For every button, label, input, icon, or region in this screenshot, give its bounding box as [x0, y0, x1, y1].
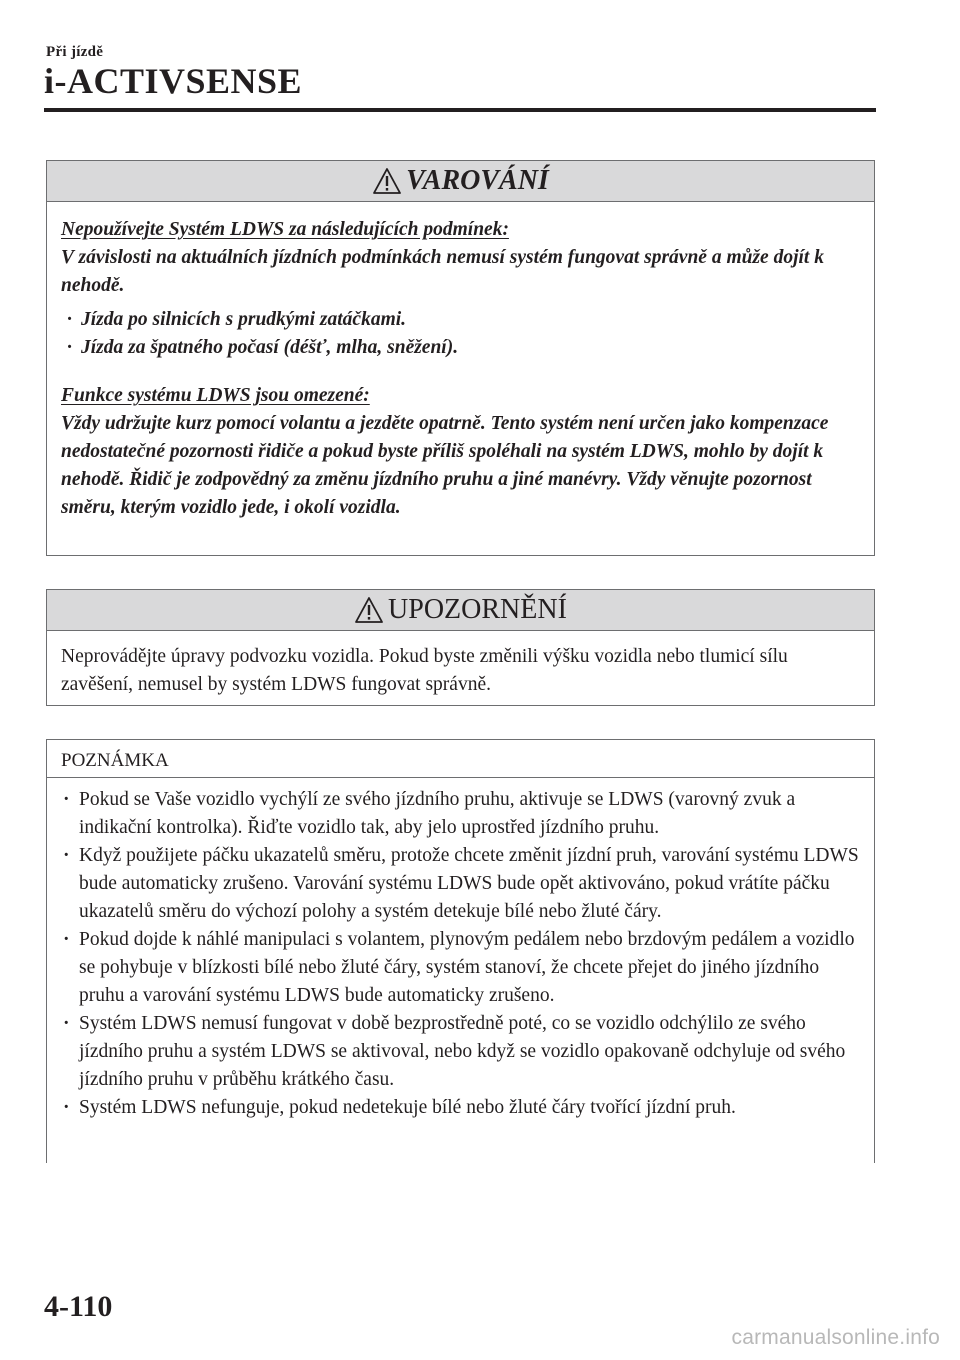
warning-box: [46, 160, 875, 556]
warning-header: [47, 161, 874, 202]
list-item: · Pokud dojde k náhlé manipulaci s volantem, plynovým pedálem nebo brzdovým pedálem a vozidlo se pohybuje v blízkosti bílé nebo žluté čáry, systém stanoví, že chcete přejet do jiného jízdního pruhu a varování systému LDWS bude automaticky zrušeno.: [61, 926, 862, 1010]
note-box: [46, 739, 875, 1163]
warning-condition-title: Nepoužívejte Systém LDWS za následujících podmínek:: [61, 219, 509, 240]
warning-triangle-icon: [354, 596, 384, 624]
list-item: · Když použijete páčku ukazatelů směru, protože chcete změnit jízdní pruh, varování systému LDWS bude automaticky zrušeno. Varování systému LDWS bude opět aktivováno, pokud vrátíte páčku ukazatelů směru do výchozí polohy a systém detekuje bílé nebo žluté čáry.: [61, 842, 862, 926]
list-item: · Pokud se Vaše vozidlo vychýlí ze svého jízdního pruhu, aktivuje se LDWS (varovný zvuk a indikační kontrolka). Řiďte vozidlo tak, aby jelo uprostřed jízdního pruhu.: [61, 786, 862, 842]
caution-heading: UPOZORNĚNÍ: [388, 594, 567, 625]
page-title: i-ACTIVSENSE: [44, 61, 303, 101]
watermark: carmanualsonline.info: [731, 1326, 940, 1349]
caution-box: [46, 589, 875, 706]
list-item: · Systém LDWS nemusí fungovat v době bezprostředně poté, co se vozidlo odchýlilo ze svého jízdního pruhu a systém LDWS se aktivoval, nebo když se vozidlo opakovaně odchyluje od svého jízdního pruhu v průběhu krátkého času.: [61, 1010, 862, 1094]
note-heading: POZNÁMKA: [47, 740, 874, 778]
warning-condition-text: V závislosti na aktuálních jízdních podmínkách nemusí systém fungovat správně a může dojít k nehodě.: [61, 247, 824, 296]
page-number: 4-110: [44, 1290, 113, 1323]
title-rule: [44, 108, 876, 112]
warning-triangle-icon: [372, 167, 402, 195]
warning-limits-text: Vždy udržujte kurz pomocí volantu a jezděte opatrně. Tento systém není určen jako kompenzace nedostatečné pozornosti řidiče a pokud byste příliš spoléhali na systém LDWS, mohlo by dojít k nehodě. Řidič je zodpovědný za změnu jízdního pruhu a jiné manévry. Vždy věnujte pozornost směru, kterým vozidlo jede, i okolí vozidla.: [61, 413, 829, 518]
warning-limits-title: Funkce systému LDWS jsou omezené:: [61, 385, 370, 406]
list-item: · Systém LDWS nefunguje, pokud nedetekuje bílé nebo žluté čáry tvořící jízdní pruh.: [61, 1094, 862, 1122]
list-item: · Jízda po silnicích s prudkými zatáčkami.: [61, 306, 862, 334]
caution-text: Neprovádějte úpravy podvozku vozidla. Pokud byste změnili výšku vozidla nebo tlumicí sílu zavěšení, nemusel by systém LDWS fungovat správně.: [61, 646, 788, 695]
warning-body: [47, 202, 874, 522]
list-item: · Jízda za špatného počasí (déšť, mlha, sněžení).: [61, 334, 862, 362]
note-body: [47, 778, 874, 1122]
note-list: [61, 786, 862, 1122]
section-label: Při jízdě: [46, 44, 104, 60]
caution-header: [47, 590, 874, 631]
warning-heading: VAROVÁNÍ: [406, 165, 549, 196]
caution-body: [47, 631, 874, 699]
warning-condition-list: [61, 306, 862, 362]
